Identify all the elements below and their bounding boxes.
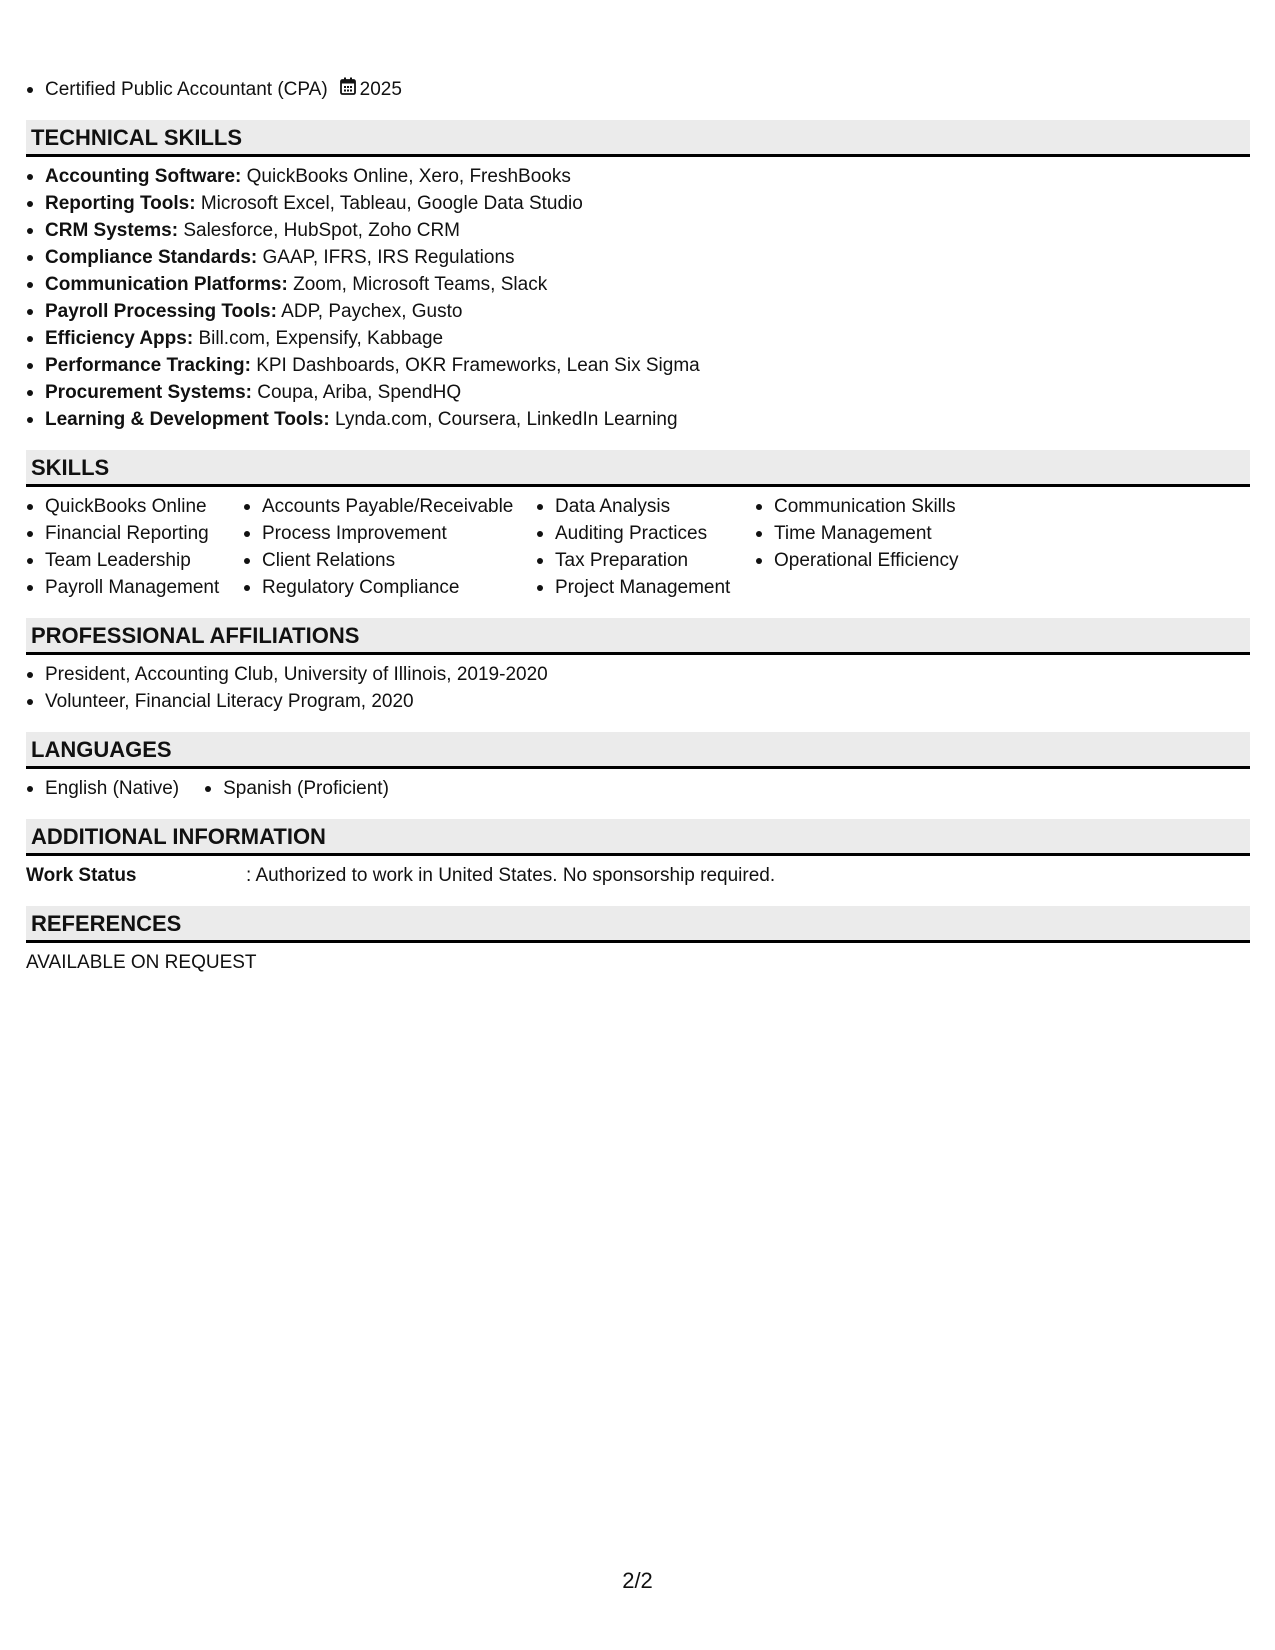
technical-skill-value: Lynda.com, Coursera, LinkedIn Learning — [334, 409, 678, 430]
technical-skill-item — [26, 352, 1250, 379]
technical-skill-value: QuickBooks Online, Xero, FreshBooks — [246, 166, 571, 187]
languages-heading: LANGUAGES — [26, 732, 1250, 769]
technical-skill-value: KPI Dashboards, OKR Frameworks, Lean Six Sigma — [256, 355, 700, 376]
skill-item: Time Management — [755, 520, 995, 547]
skill-item: Payroll Management — [26, 574, 243, 601]
skill-item: Accounts Payable/Receivable — [243, 493, 536, 520]
technical-skill-item — [26, 217, 1250, 244]
technical-skill-label: Performance Tracking: — [45, 355, 251, 376]
skill-item: Data Analysis — [536, 493, 755, 520]
skill-item: Project Management — [536, 574, 755, 601]
skill-item: Operational Efficiency — [755, 547, 995, 574]
technical-skill-item — [26, 163, 1250, 190]
affiliations-heading: PROFESSIONAL AFFILIATIONS — [26, 618, 1250, 655]
work-status-value: : Authorized to work in United States. No sponsorship required. — [246, 865, 776, 886]
additional-info-heading: ADDITIONAL INFORMATION — [26, 819, 1250, 856]
technical-skill-item — [26, 406, 1250, 433]
technical-skill-label: Accounting Software: — [45, 166, 242, 187]
references-heading: REFERENCES — [26, 906, 1250, 943]
technical-skill-value: Coupa, Ariba, SpendHQ — [257, 382, 462, 403]
technical-skill-item — [26, 190, 1250, 217]
technical-skill-label: Reporting Tools: — [45, 193, 196, 214]
technical-skill-value: Microsoft Excel, Tableau, Google Data Studio — [200, 193, 583, 214]
skills-column — [536, 493, 755, 601]
calendar-icon — [340, 76, 356, 103]
technical-skills-list — [26, 163, 1250, 433]
affiliation-item: Volunteer, Financial Literacy Program, 2020 — [26, 688, 1250, 715]
skill-item: Financial Reporting — [26, 520, 243, 547]
skills-column — [26, 493, 243, 601]
technical-skill-item — [26, 298, 1250, 325]
skill-item: Communication Skills — [755, 493, 995, 520]
technical-skill-label: Payroll Processing Tools: — [45, 301, 277, 322]
technical-skill-label: Communication Platforms: — [45, 274, 288, 295]
technical-skill-label: Learning & Development Tools: — [45, 409, 330, 430]
affiliations-list — [26, 661, 1250, 715]
skills-column — [755, 493, 995, 601]
page-number: 2/2 — [622, 1568, 653, 1593]
resume-page — [26, 76, 1250, 976]
language-item: English (Native) — [26, 775, 179, 802]
technical-skill-value: GAAP, IFRS, IRS Regulations — [262, 247, 515, 268]
technical-skill-value: Salesforce, HubSpot, Zoho CRM — [183, 220, 461, 241]
technical-skill-item — [26, 244, 1250, 271]
skill-item: Process Improvement — [243, 520, 536, 547]
technical-skill-value: ADP, Paychex, Gusto — [281, 301, 463, 322]
certification-year: 2025 — [359, 79, 402, 100]
skills-column — [243, 493, 536, 601]
certification-item — [26, 76, 1250, 103]
skill-item: Regulatory Compliance — [243, 574, 536, 601]
skill-item: QuickBooks Online — [26, 493, 243, 520]
certification-name: Certified Public Accountant (CPA) — [45, 79, 328, 100]
work-status-row — [26, 862, 1250, 889]
technical-skill-value: Bill.com, Expensify, Kabbage — [198, 328, 444, 349]
work-status-label: Work Status — [26, 865, 137, 886]
skill-item: Auditing Practices — [536, 520, 755, 547]
skill-item: Team Leadership — [26, 547, 243, 574]
technical-skill-label: Compliance Standards: — [45, 247, 258, 268]
technical-skill-item — [26, 379, 1250, 406]
skill-item: Tax Preparation — [536, 547, 755, 574]
skill-item: Client Relations — [243, 547, 536, 574]
technical-skill-item — [26, 271, 1250, 298]
certifications-list — [26, 76, 1250, 103]
affiliation-item: President, Accounting Club, University of Illinois, 2019-2020 — [26, 661, 1250, 688]
technical-skill-label: Procurement Systems: — [45, 382, 252, 403]
language-item: Spanish (Proficient) — [204, 775, 389, 802]
technical-skill-label: Efficiency Apps: — [45, 328, 194, 349]
skills-grid — [26, 493, 1250, 601]
references-text: AVAILABLE ON REQUEST — [26, 952, 257, 973]
languages-list — [26, 775, 1250, 802]
technical-skill-item — [26, 325, 1250, 352]
technical-skill-label: CRM Systems: — [45, 220, 179, 241]
technical-skills-heading: TECHNICAL SKILLS — [26, 120, 1250, 157]
technical-skill-value: Zoom, Microsoft Teams, Slack — [293, 274, 548, 295]
skills-heading: SKILLS — [26, 450, 1250, 487]
